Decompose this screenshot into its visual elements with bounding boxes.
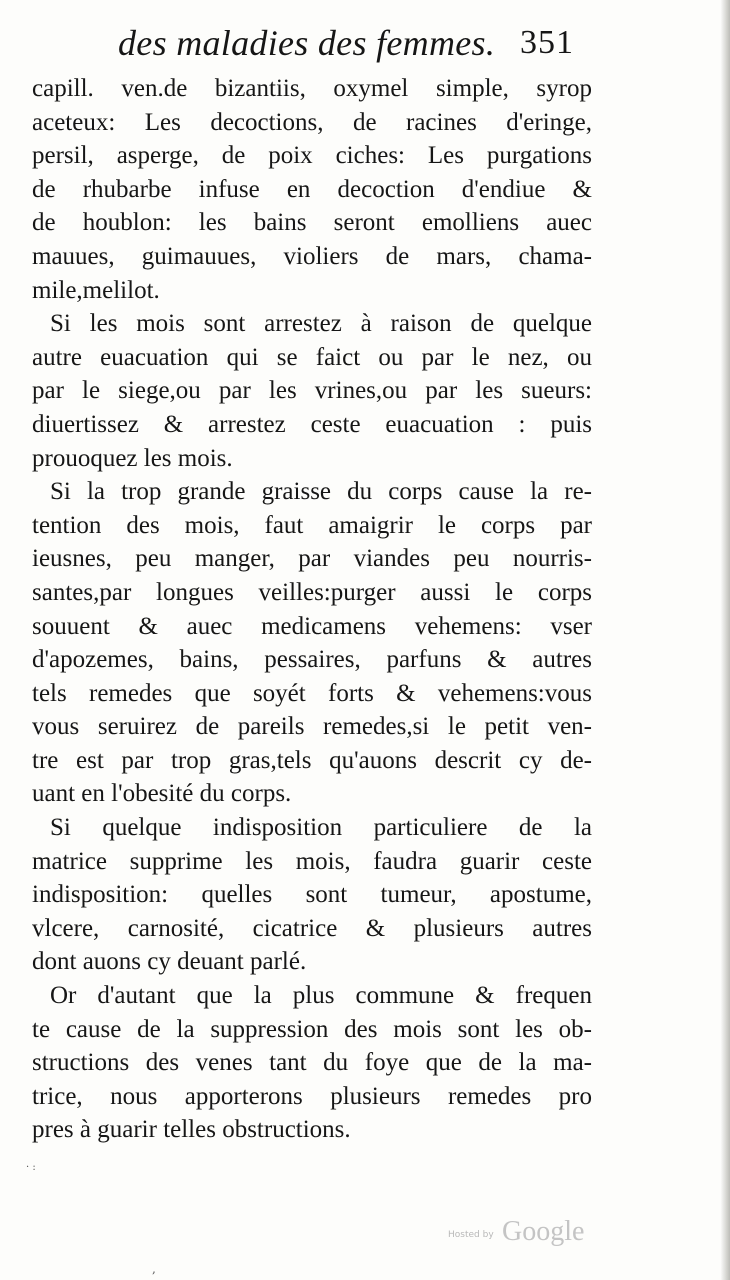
hosted-by-label: Hosted by [448, 1230, 494, 1240]
margin-speck: , [152, 1262, 156, 1276]
page-header [30, 22, 590, 70]
text-line: tre est par trop gras,tels qu'auons descrit cy de- [32, 746, 592, 774]
text-line: mile,melilot. [32, 276, 160, 304]
google-watermark [448, 1216, 598, 1252]
running-head: des maladies des femmes. [118, 23, 496, 63]
text-line: pres à guarir telles obstructions. [32, 1116, 351, 1144]
text-line: de houblon: les bains seront emolliens auec [32, 209, 592, 237]
text-line: uant en l'obesité du corps. [32, 780, 292, 808]
text-line: vous seruirez de pareils remedes,si le petit ven- [32, 713, 592, 741]
page-number: 351 [520, 24, 574, 61]
text-line: persil, asperge, de poix ciches: Les purgations [32, 142, 592, 170]
paragraph [32, 475, 592, 811]
text-line: souuent & auec medicamens vehemens: vser [32, 612, 592, 640]
text-line: Or d'autant que la plus commune & frequen [50, 982, 592, 1010]
text-line: tention des mois, faut amaigrir le corps par [32, 511, 592, 539]
text-line: de rhubarbe infuse en decoction d'endiue & [32, 175, 592, 203]
text-line: ieusnes, peu manger, par viandes peu nourris- [32, 545, 592, 573]
text-line: tels remedes que soyét forts & vehemens:vous [32, 679, 592, 707]
text-line: matrice supprime les mois, faudra guarir ceste [32, 847, 592, 875]
body-text [32, 72, 592, 1147]
text-line: santes,par longues veilles:purger aussi le corps [32, 578, 592, 606]
text-line: structions des venes tant du foye que de la ma- [32, 1049, 592, 1077]
text-line: d'apozemes, bains, pessaires, parfuns & autres [32, 646, 592, 674]
paragraph [32, 72, 592, 307]
page-edge-shadow [720, 0, 730, 1280]
text-line: indisposition: quelles sont tumeur, apostume, [32, 881, 592, 909]
text-line: te cause de la suppression des mois sont les ob- [32, 1015, 592, 1043]
margin-speck: · : [26, 1162, 36, 1173]
text-line: diuertissez & arrestez ceste euacuation : puis [32, 410, 592, 438]
text-line: mauues, guimauues, violiers de mars, chama- [32, 242, 592, 270]
paragraph [32, 307, 592, 475]
text-line: dont auons cy deuant parlé. [32, 948, 307, 976]
text-line: vlcere, carnosité, cicatrice & plusieurs autres [32, 914, 592, 942]
text-line: prouoquez les mois. [32, 444, 233, 472]
google-logo: Google [502, 1216, 585, 1247]
text-line: trice, nous apporterons plusieurs remedes pro [32, 1082, 592, 1110]
text-line: capill. ven.de bizantiis, oxymel simple, syrop [32, 75, 592, 102]
paragraph [32, 811, 592, 979]
paragraph [32, 979, 592, 1147]
text-line: aceteux: Les decoctions, de racines d'eringe, [32, 108, 592, 136]
text-line: autre euacuation qui se faict ou par le nez, ou [32, 343, 592, 371]
text-line: Si les mois sont arrestez à raison de quelque [50, 310, 592, 338]
text-line: par le siege,ou par les vrines,ou par les sueurs: [32, 377, 592, 405]
text-line: Si quelque indisposition particuliere de la [50, 814, 592, 842]
text-line: Si la trop grande graisse du corps cause la re- [50, 478, 592, 506]
